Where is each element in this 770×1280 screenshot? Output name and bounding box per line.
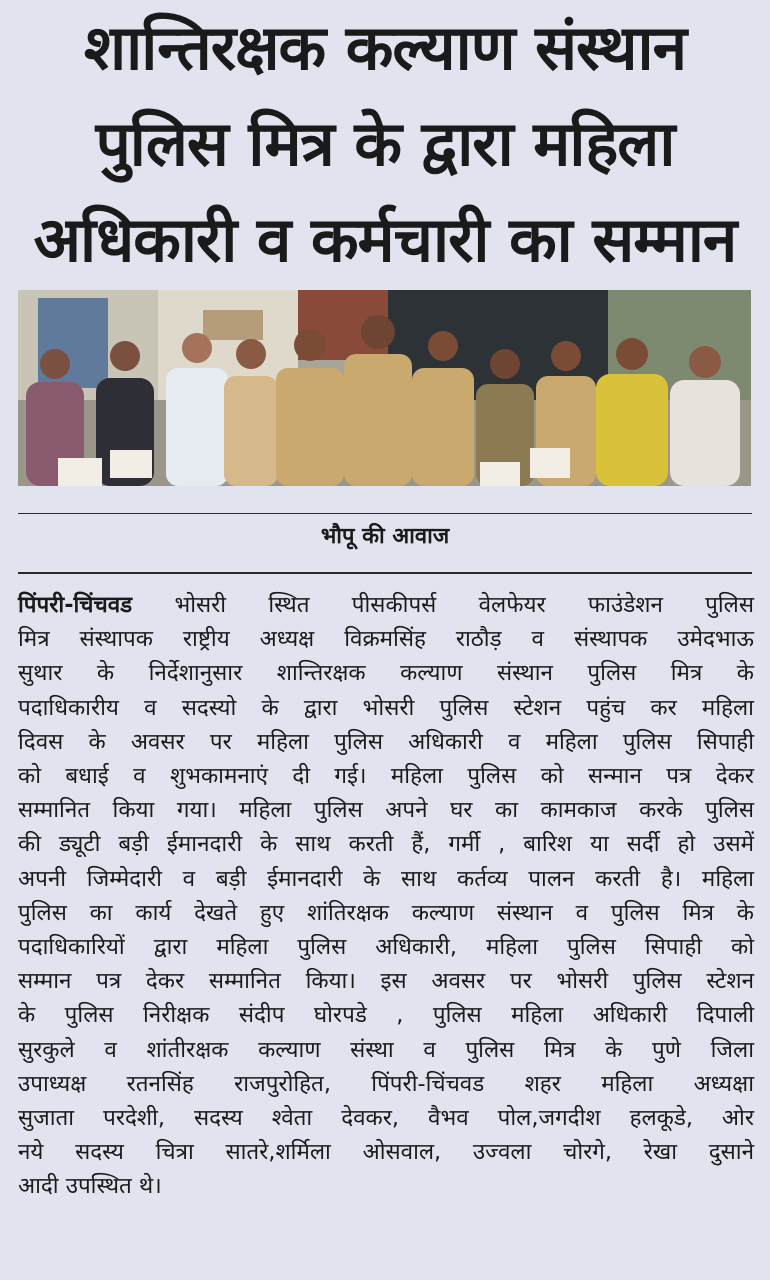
photo-sign bbox=[203, 310, 263, 340]
byline-rule-top bbox=[18, 513, 752, 514]
byline-rule-bottom bbox=[18, 572, 752, 574]
article-line: की ड्यूटी बड़ी ईमानदारी के साथ करती हैं, गर्मी , बारिश या सर्दी हो उसमें bbox=[18, 831, 754, 858]
article-line: नये सदस्य चित्रा सातरे,शर्मिला ओसवाल, उज्वला चोरगे, रेखा दुसाने bbox=[18, 1139, 754, 1166]
article-line: पदाधिकारीय व सदस्यो के द्वारा भोसरी पुलिस स्टेशन पहुंच कर महिला bbox=[18, 694, 754, 721]
article-line: दिवस के अवसर पर महिला पुलिस अधिकारी व महिला पुलिस सिपाही bbox=[18, 728, 754, 755]
article-body bbox=[18, 588, 754, 1204]
headline-line-2: पुलिस मित्र के द्वारा महिला bbox=[95, 107, 675, 180]
article-line: सुजाता परदेशी, सदस्य श्वेता देवकर, वैभव पोल,जगदीश हलकूडे, ओर bbox=[18, 1105, 754, 1132]
article-first-line-text: भोसरी स्थित पीसकीपर्स वेलफेयर फाउंडेशन पुलिस bbox=[174, 592, 754, 618]
article-line-1 bbox=[18, 588, 754, 622]
article-line: अपनी जिम्मेदारी व बड़ी ईमानदारी के साथ कर्तव्य पालन करती है। महिला bbox=[18, 865, 754, 892]
dateline: पिंपरी-चिंचवड bbox=[18, 592, 133, 618]
article-line: उपाध्यक्ष रतनसिंह राजपुरोहित, पिंपरी-चिंचवड शहर महिला अध्यक्षा bbox=[18, 1070, 754, 1097]
article-line: सुरकुले व शांतीरक्षक कल्याण संस्था व पुलिस मित्र के पुणे जिला bbox=[18, 1036, 754, 1063]
article-line: पुलिस का कार्य देखते हुए शांतिरक्षक कल्याण संस्थान व पुलिस मित्र के bbox=[18, 899, 754, 926]
article-line: के पुलिस निरीक्षक संदीप घोरपडे , पुलिस महिला अधिकारी दिपाली bbox=[18, 1002, 754, 1029]
group-photo bbox=[18, 290, 751, 486]
headline-line-1: शान्तिरक्षक कल्याण संस्थान bbox=[84, 11, 686, 84]
article-line: सम्मानित किया गया। महिला पुलिस अपने घर का कामकाज करके पुलिस bbox=[18, 797, 754, 824]
article-line: आदी उपस्थित थे। bbox=[18, 1173, 162, 1200]
article-line: सुथार के निर्देशानुसार शान्तिरक्षक कल्याण संस्थान पुलिस मित्र के bbox=[18, 660, 754, 687]
article-line: मित्र संस्थापक राष्ट्रीय अध्यक्ष विक्रमसिंह राठौड़ व संस्थापक उमेदभाऊ bbox=[18, 626, 754, 653]
headline-line-3: अधिकारी व कर्मचारी का सम्मान bbox=[33, 203, 737, 276]
byline: भौपू की आवाज bbox=[320, 524, 450, 549]
article-line: को बधाई व शुभकामनाएं दी गई। महिला पुलिस को सन्मान पत्र देकर bbox=[18, 763, 754, 790]
article-line: पदाधिकारियों द्वारा महिला पुलिस अधिकारी, महिला पुलिस सिपाही को bbox=[18, 934, 754, 961]
article-line: सम्मान पत्र देकर सम्मानित किया। इस अवसर पर भोसरी पुलिस स्टेशन bbox=[18, 968, 754, 995]
